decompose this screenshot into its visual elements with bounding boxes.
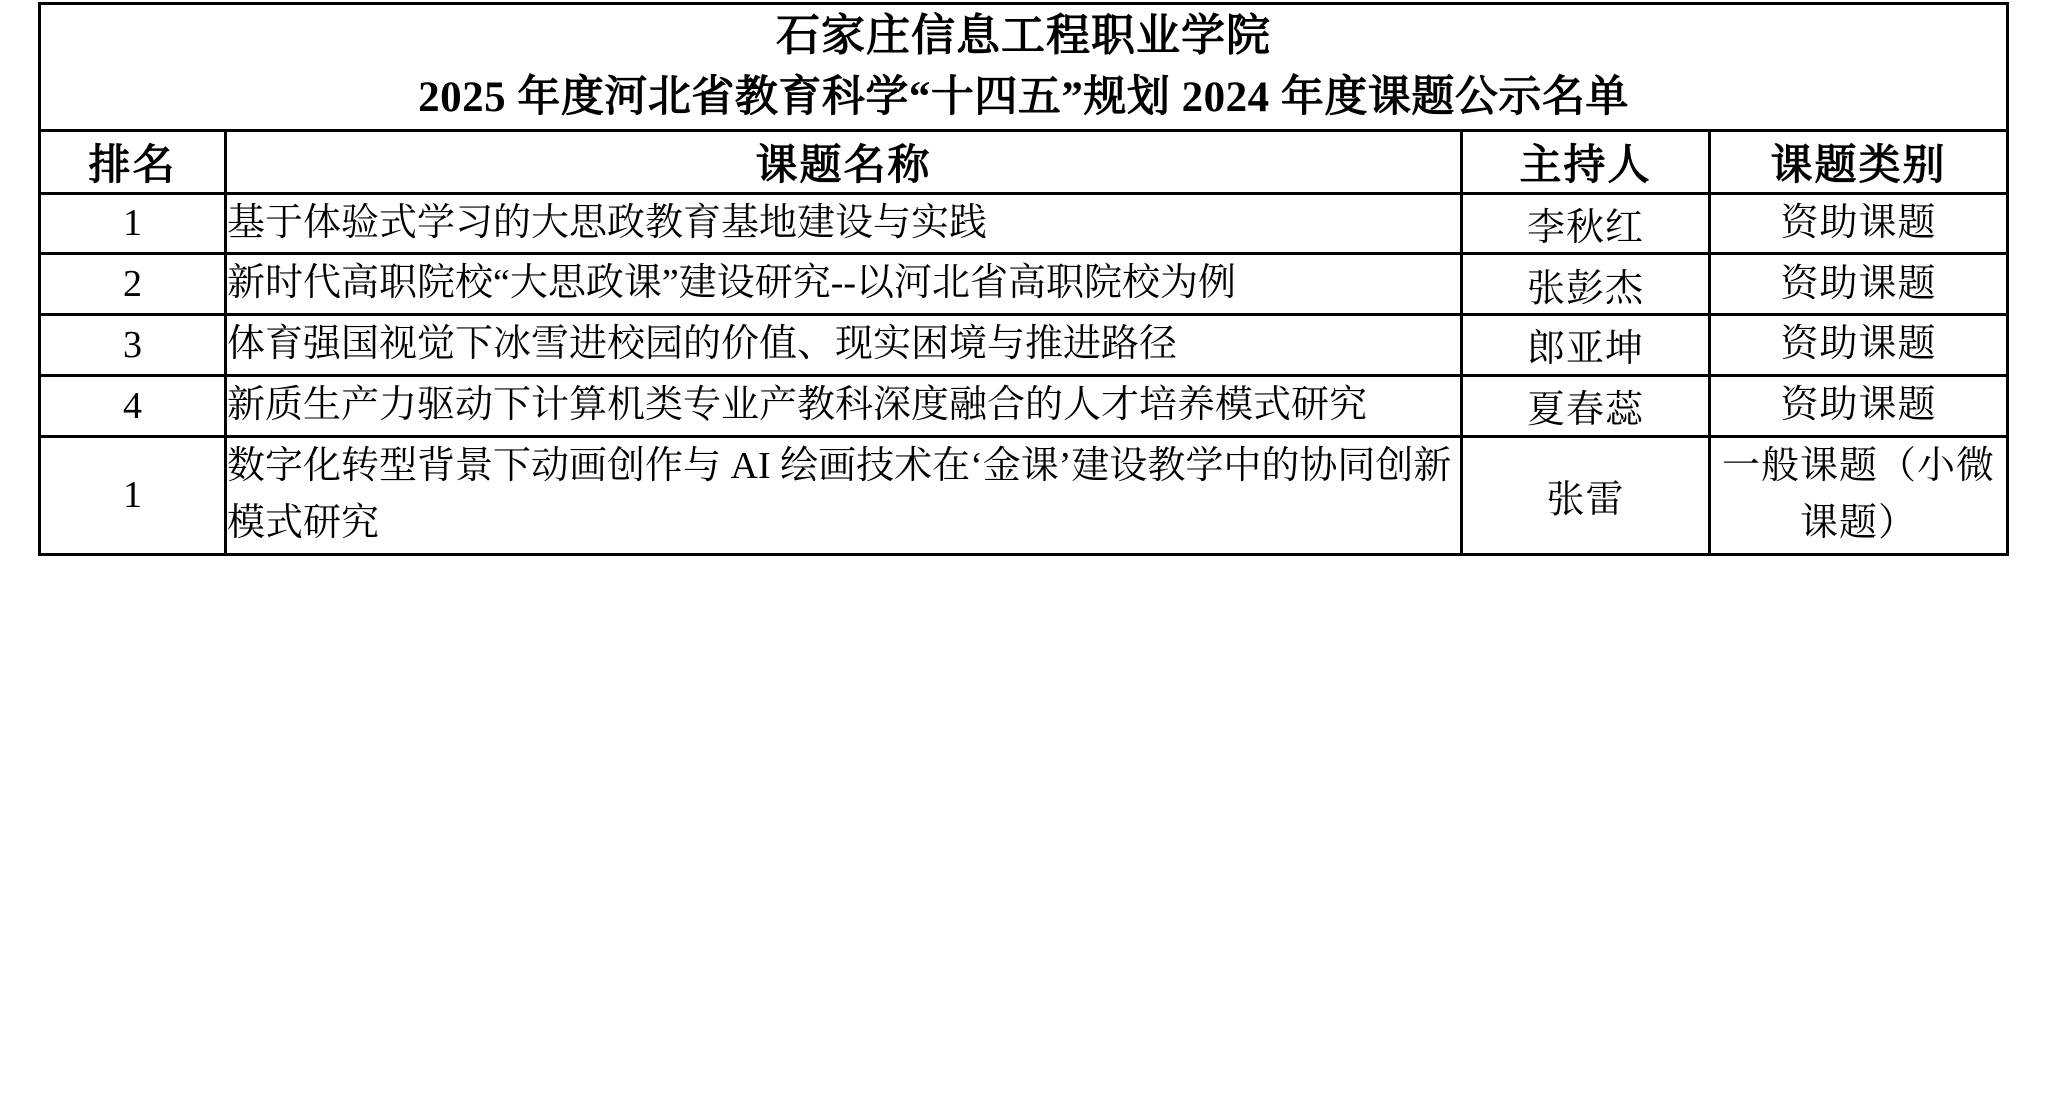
table-row xyxy=(40,193,2008,254)
document-title-line-1: 石家庄信息工程职业学院 xyxy=(776,11,1271,60)
cell-category: 资助课题 xyxy=(1710,254,2008,315)
publication-table xyxy=(38,2,2009,556)
cell-category: 资助课题 xyxy=(1710,315,2008,376)
cell-rank: 1 xyxy=(40,193,226,254)
cell-project-title: 新质生产力驱动下计算机类专业产教科深度融合的人才培养模式研究 xyxy=(226,375,1462,436)
cell-project-title: 基于体验式学习的大思政教育基地建设与实践 xyxy=(226,193,1462,254)
document-title-line-2: 2025 年度河北省教育科学“十四五”规划 2024 年度课题公示名单 xyxy=(418,74,1629,122)
cell-project-title: 体育强国视觉下冰雪进校园的价值、现实困境与推进路径 xyxy=(226,315,1462,376)
cell-leader: 张彭杰 xyxy=(1462,254,1710,315)
cell-leader: 夏春蕊 xyxy=(1462,375,1710,436)
column-header-category: 课题类别 xyxy=(1710,130,2008,193)
cell-leader: 李秋红 xyxy=(1462,193,1710,254)
document-title-cell xyxy=(40,4,2008,131)
table-row xyxy=(40,315,2008,376)
cell-category: 资助课题 xyxy=(1710,193,2008,254)
table-row xyxy=(40,436,2008,555)
table-row xyxy=(40,254,2008,315)
cell-project-title: 数字化转型背景下动画创作与 AI 绘画技术在‘金课’建设教学中的协同创新模式研究 xyxy=(226,436,1462,555)
column-header-project-title: 课题名称 xyxy=(226,130,1462,193)
cell-leader: 张雷 xyxy=(1462,436,1710,555)
cell-rank: 3 xyxy=(40,315,226,376)
cell-rank: 1 xyxy=(40,436,226,555)
cell-rank: 2 xyxy=(40,254,226,315)
cell-category: 资助课题 xyxy=(1710,375,2008,436)
table-title-row xyxy=(40,4,2008,131)
cell-project-title: 新时代高职院校“大思政课”建设研究--以河北省高职院校为例 xyxy=(226,254,1462,315)
column-header-rank: 排名 xyxy=(40,130,226,193)
cell-leader: 郎亚坤 xyxy=(1462,315,1710,376)
table-header-row xyxy=(40,130,2008,193)
cell-category: 一般课题（小微课题） xyxy=(1710,436,2008,555)
column-header-leader: 主持人 xyxy=(1462,130,1710,193)
table-row xyxy=(40,375,2008,436)
cell-rank: 4 xyxy=(40,375,226,436)
publication-table-wrapper xyxy=(38,2,2006,556)
